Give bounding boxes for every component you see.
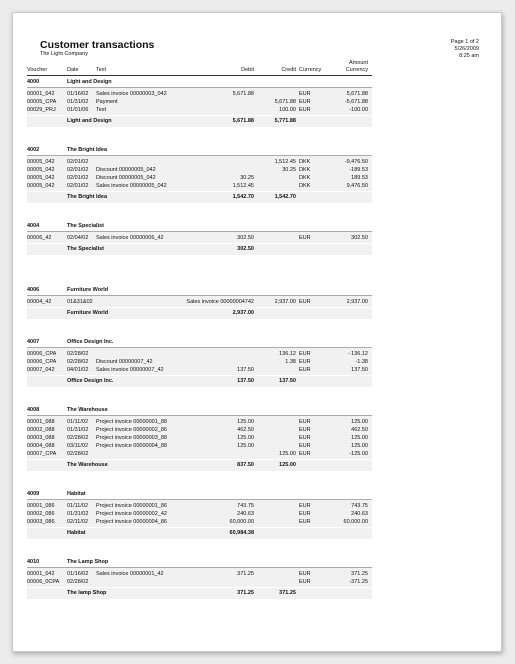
cell-debit: 5,671.88 [232,91,254,97]
cell-text: Project invoice 00000003_88 [96,435,167,441]
group-header [27,489,372,500]
cell-date: 01/31/02 [67,427,89,433]
cell-voucher: 00004_42 [27,299,52,305]
cell-debit: 60,000.00 [229,519,254,525]
cell-text: Project invoice 00000002_42 [96,511,167,517]
total-debit: 371.25 [237,590,254,596]
cell-date: 02/01/02 [67,175,89,181]
cell-voucher: 00006_0CPA [27,579,60,585]
report-title: Customer transactions [40,39,155,51]
cell-currency: EUR [299,511,311,517]
cell-amount: 462.50 [351,427,368,433]
account-number: 4010 [27,559,40,565]
report-time: 8:25 am [459,53,479,59]
cell-currency: EUR [299,579,311,585]
cell-text: Sales invoice 00000007_42 [96,367,164,373]
table-row [27,570,372,578]
cell-text: Project invoice 00000004_86 [96,519,167,525]
cell-amount: 125.00 [351,443,368,449]
table-row [27,450,372,458]
cell-voucher: 00006_42 [27,235,52,241]
report-date: 5/26/2009 [454,46,479,52]
total-label: The Bright Idea [67,194,108,200]
cell-amount: 60,000.00 [343,519,368,525]
table-row [27,358,372,366]
transaction-lines [27,568,372,587]
cell-credit: 5,671.88 [274,99,296,105]
cell-date: 04/01/02 [67,367,89,373]
total-credit: 371.25 [279,590,296,596]
cell-amount: 371.25 [351,571,368,577]
cell-date: 01/16/02 [67,91,89,97]
cell-text: Sales invoice 00000005_042 [96,183,167,189]
header-divider [27,75,372,76]
cell-date: 02/28/02 [67,351,89,357]
cell-voucher: 00003_086 [27,519,55,525]
total-credit: 1,542.70 [274,194,296,200]
header-debit: Debit [241,67,254,73]
cell-date: 01/31/02 [67,511,89,517]
table-row [27,98,372,106]
transaction-groups [27,77,372,599]
total-label: Furniture World [67,310,109,316]
cell-voucher: 00005_042 [27,175,55,181]
customer-group [27,557,372,599]
transaction-lines [27,500,372,527]
group-total [27,375,372,387]
table-row [27,578,372,586]
cell-date: 01/31/02 [67,99,89,105]
cell-voucher: 00005_042 [27,167,55,173]
table-row [27,350,372,358]
cell-amount: -5,671.88 [344,99,368,105]
cell-credit: 100.00 [279,107,296,113]
group-total [27,115,372,127]
cell-currency: EUR [299,367,311,373]
cell-date: 01&31&02 [67,299,93,305]
cell-voucher: 00007_CPA [27,451,57,457]
total-label: The Specialist [67,246,104,252]
table-row [27,418,372,426]
group-total [27,459,372,471]
cell-date: 01/11/02 [67,503,89,509]
cell-text: Sales invoice 00000004742 [186,299,254,305]
total-debit: 137.50 [237,378,254,384]
cell-credit: 1,512.45 [274,159,296,165]
total-debit: 5,671.88 [232,118,254,124]
customer-group [27,489,372,539]
cell-currency: EUR [299,235,311,241]
cell-currency: EUR [299,427,311,433]
cell-debit: 240.63 [237,511,254,517]
cell-voucher: 00001_088 [27,419,55,425]
cell-text: Project invoice 00000001_88 [96,419,167,425]
cell-debit: 30.25 [240,175,254,181]
total-label: Habitat [67,530,86,536]
table-row [27,234,372,242]
header-text: Text [96,67,107,73]
cell-voucher: 00001_086 [27,503,55,509]
table-row [27,166,372,174]
cell-date: 02/28/02 [67,359,89,365]
total-label: Office Design Inc. [67,378,114,384]
table-row [27,158,372,166]
total-credit: 137.50 [279,378,296,384]
cell-voucher: 00005_042 [27,159,55,165]
cell-voucher: 00002_086 [27,511,55,517]
cell-currency: EUR [299,359,311,365]
cell-debit: 743.75 [237,503,254,509]
cell-credit: 136.12 [279,351,296,357]
cell-voucher: 00004_088 [27,443,55,449]
cell-debit: 125.00 [237,443,254,449]
account-number: 4000 [27,79,40,85]
cell-credit: 2,937.00 [274,299,296,305]
cell-currency: EUR [299,107,311,113]
account-number: 4007 [27,339,40,345]
cell-text: Project invoice 00000002_86 [96,427,167,433]
cell-voucher: 00005_042 [27,183,55,189]
cell-amount: 189.53 [351,175,368,181]
cell-voucher: 00001_042 [27,91,55,97]
customer-group [27,145,372,203]
cell-voucher: 00003_088 [27,435,55,441]
account-number: 4004 [27,223,40,229]
customer-group [27,405,372,471]
cell-currency: EUR [299,443,311,449]
group-spacer [27,203,372,221]
company-name: The Light Company [40,51,88,57]
cell-date: 01/16/02 [67,571,89,577]
cell-currency: DKK [299,167,311,173]
table-row [27,298,372,306]
customer-group [27,77,372,127]
account-number: 4008 [27,407,40,413]
group-header [27,285,372,296]
table-row [27,106,372,114]
cell-currency: EUR [299,571,311,577]
cell-text: Discount 00000005_042 [96,175,156,181]
group-total [27,191,372,203]
customer-name: The Bright Idea [67,147,108,153]
cell-text: Test [96,107,107,113]
cell-amount: -100.00 [349,107,368,113]
total-label: The Warehouse [67,462,108,468]
cell-amount: 137.50 [351,367,368,373]
cell-currency: EUR [299,99,311,105]
transaction-lines [27,416,372,459]
customer-name: Light and Design [67,79,112,85]
cell-date: 02/01/02 [67,167,89,173]
cell-credit: 125.00 [279,451,296,457]
cell-amount: 302.50 [351,235,368,241]
group-spacer [27,127,372,145]
cell-date: 03/11/02 [67,443,89,449]
total-debit: 2,937.00 [232,310,254,316]
total-debit: 302.50 [237,246,254,252]
table-row [27,442,372,450]
cell-date: 02/28/02 [67,435,89,441]
header-date: Date [67,67,79,73]
cell-amount: 9,476.50 [346,183,368,189]
cell-date: 01/11/02 [67,419,89,425]
customer-name: Office Design Inc. [67,339,114,345]
table-row [27,518,372,526]
table-row [27,174,372,182]
group-header [27,221,372,232]
cell-voucher: 00005_CPA [27,99,57,105]
cell-text: Sales invoice 00000006_42 [96,235,164,241]
customer-group [27,337,372,387]
cell-date: 02/11/02 [67,519,89,525]
cell-amount: 125.00 [351,419,368,425]
cell-amount: -125.00 [349,451,368,457]
cell-date: 02/28/02 [67,451,89,457]
cell-text: Project invoice 00000001_86 [96,503,167,509]
cell-text: Payment [96,99,118,105]
transaction-lines [27,232,372,243]
cell-currency: EUR [299,503,311,509]
cell-currency: DKK [299,175,311,181]
header-amount: Amount [349,60,368,66]
cell-currency: EUR [299,451,311,457]
cell-currency: EUR [299,351,311,357]
total-debit: 837.50 [237,462,254,468]
cell-voucher: 00029_PRJ [27,107,56,113]
cell-amount: 125.00 [351,435,368,441]
table-row [27,90,372,98]
cell-credit: 30.25 [282,167,296,173]
total-debit: 60,984.38 [229,530,254,536]
cell-text: Discount 00000007_42 [96,359,153,365]
cell-text: Project invoice 00000004_88 [96,443,167,449]
group-total [27,243,372,255]
cell-voucher: 00007_042 [27,367,55,373]
group-spacer [27,471,372,489]
group-spacer [27,255,372,285]
group-header [27,337,372,348]
customer-group [27,221,372,255]
cell-amount: 743.75 [351,503,368,509]
total-label: Light and Design [67,118,112,124]
cell-voucher: 00006_CPA [27,359,57,365]
cell-voucher: 00002_088 [27,427,55,433]
cell-date: 02/01/02 [67,159,89,165]
report-meta [451,39,479,60]
cell-amount: -189.53 [349,167,368,173]
cell-currency: DKK [299,183,311,189]
cell-currency: DKK [299,159,311,165]
table-row [27,182,372,190]
cell-voucher: 00006_CPA [27,351,57,357]
transaction-lines [27,348,372,375]
transaction-lines [27,88,372,115]
total-label: The lamp Shop [67,590,107,596]
header-amount-currency: Currency [345,67,368,73]
customer-group [27,285,372,319]
group-header [27,145,372,156]
group-spacer [27,387,372,405]
group-header [27,557,372,568]
total-debit: 1,542.70 [232,194,254,200]
customer-name: The Lamp Shop [67,559,109,565]
cell-text: Discount 00000005_042 [96,167,156,173]
cell-debit: 302.50 [237,235,254,241]
group-header [27,77,372,88]
cell-amount: -371.25 [349,579,368,585]
group-spacer [27,539,372,557]
column-headers [27,56,372,74]
cell-debit: 462.50 [237,427,254,433]
cell-currency: EUR [299,435,311,441]
cell-amount: -1.38 [355,359,368,365]
table-row [27,502,372,510]
cell-date: 01/01/06 [67,107,89,113]
table-row [27,366,372,374]
cell-date: 02/01/02 [67,183,89,189]
table-row [27,434,372,442]
cell-credit: 1.38 [285,359,296,365]
transaction-lines [27,156,372,191]
cell-debit: 125.00 [237,419,254,425]
account-number: 4002 [27,147,40,153]
header-voucher: Voucher [27,67,48,73]
cell-voucher: 00001_042 [27,571,55,577]
cell-date: 02/28/02 [67,579,89,585]
cell-amount: 240.63 [351,511,368,517]
table-row [27,510,372,518]
cell-debit: 137.50 [237,367,254,373]
transaction-lines [27,296,372,307]
cell-debit: 125.00 [237,435,254,441]
cell-date: 02/04/02 [67,235,89,241]
cell-currency: EUR [299,91,311,97]
cell-debit: 1,512.45 [232,183,254,189]
total-credit: 5,771.88 [274,118,296,124]
group-total [27,527,372,539]
cell-currency: EUR [299,419,311,425]
cell-amount: 5,671.88 [346,91,368,97]
customer-name: The Specialist [67,223,104,229]
cell-amount: 2,937.00 [346,299,368,305]
account-number: 4006 [27,287,40,293]
table-row [27,426,372,434]
cell-currency: EUR [299,519,311,525]
cell-text: Sales invoice 00000003_042 [96,91,167,97]
page-number: Page 1 of 2 [450,39,479,45]
customer-name: Habitat [67,491,86,497]
cell-amount: - 136.12 [347,351,368,357]
group-total [27,587,372,599]
customer-name: The Warehouse [67,407,108,413]
header-currency: Currency [299,67,322,73]
group-header [27,405,372,416]
cell-text: Sales invoice 00000001_42 [96,571,164,577]
group-total [27,307,372,319]
group-spacer [27,319,372,337]
header-credit: Credit [281,67,296,73]
cell-debit: 371.25 [237,571,254,577]
cell-amount: -9,476.50 [344,159,368,165]
cell-currency: EUR [299,299,311,305]
total-credit: 125.00 [279,462,296,468]
account-number: 4009 [27,491,40,497]
customer-name: Furniture World [67,287,109,293]
